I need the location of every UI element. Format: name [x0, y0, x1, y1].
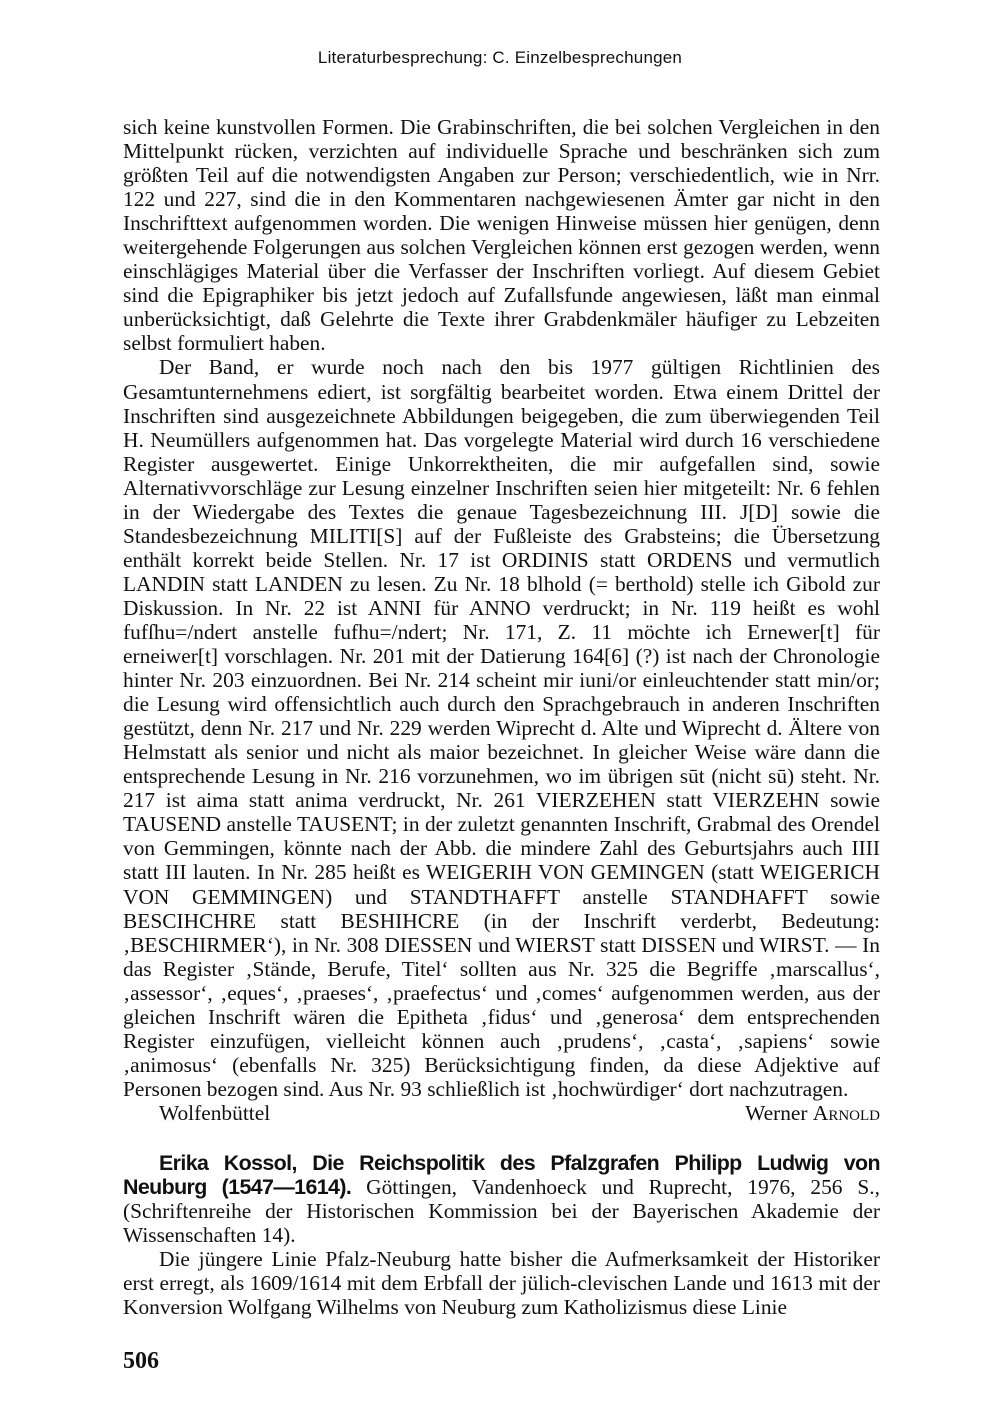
review1-paragraph-2: Der Band, er wurde noch nach den bis 1977 gültigen Richtlinien des Gesamtunternehmens ediert, ist sorgfältig bearbeitet worden. Etwa einem Drittel der Inschriften sind ausgezeichnete Abbildungen beigegeben, die zum überwiegenden Teil H. Neumüllers aufgenommen hat. Das vorgelegte Material wird durch 16 verschiedene Register ausgewertet. Einige Unkorrektheiten, die mir aufgefallen sind, sowie Alternativvorschläge zur Lesung einzelner Inschriften seien hier mitgeteilt: Nr. 6 fehlen in der Wiedergabe des Textes die genaue Tagesbezeichnung III. J[D] sowie die Standesbezeichnung MILITI[S] auf der Fußleiste des Grabsteins; die Übersetzung enthält korrekt beide Stellen. Nr. 17 ist ORDINIS statt ORDENS und vermutlich LANDIN statt LANDEN zu lesen. Zu Nr. 18 blhold (= berthold) stelle ich Gibold zur Diskussion. In Nr. 22 ist ANNI für ANNO verdruckt; in Nr. 119 heißt es wohl fufſhu=/ndert anstelle fufhu=/ndert; Nr. 171, Z. 11 möchte ich Ernewer[t] für erneiwer[t] vorschlagen. Nr. 201 mit der Datierung 164[6] (?) ist nach der Chronologie hinter Nr. 203 einzuordnen. Bei Nr. 214 scheint mir iuni/or einleuchtender statt min/or; die Lesung wird offensichtlich auch durch den Sprachgebrauch in anderen Inschriften gestützt, denn Nr. 217 und Nr. 229 werden Wiprecht d. Alte und Wiprecht d. Ältere von Helmstatt als senior und nicht als maior bezeichnet. In gleicher Weise wäre dann die entsprechende Lesung in Nr. 216 vorzunehmen, wo im übrigen sūt (nicht sū) steht. Nr. 217 ist aima statt anima verdruckt, Nr. 261 VIERZEHEN statt VIERZEHN sowie TAUSEND anstelle TAUSENT; in der zuletzt genannten Inschrift, Grabmal des Orendel von Gemmingen, könnte nach der Abb. die mindere Zahl des Geburtsjahrs auch IIII statt III lauten. In Nr. 285 heißt es WEIGERIH VON GEMINGEN (statt WEIGERICH VON GEMMINGEN) und STANDTHAFFT anstelle STANDHAFFT sowie BESCIHCHRE statt BESHIHCRE (in der Inschrift verderbt, Bedeutung: ‚BESCHIRMER‘), in Nr. 308 DIESSEN und WIERST statt DISSEN und WIRST. — In das Register ‚Stände, Berufe, Titel‘ sollten aus Nr. 325 die Begriffe ‚marscallus‘, ‚assessor‘, ‚eques‘, ‚praeses‘, ‚praefectus‘ und ‚comes‘ aufgenommen werden, aus der gleichen Inschrift wären die Epitheta ‚fidus‘ und ‚generosa‘ dem entsprechenden Register einzufügen, vielleicht können auch ‚prudens‘, ‚casta‘, ‚sapiens‘ sowie ‚animosus‘ (ebenfalls Nr. 325) Berücksichtigung finden, da diese Adjektive auf Personen bezogen sind. Aus Nr. 93 schließlich ist ‚hochwürdiger‘ dort nachzutragen. [123, 355, 880, 1101]
review2-heading-details: Göttingen, Vandenhoeck und Ruprecht, 1976, 256 S., (Schriftenreihe der Historischen Kommission bei der Bayerischen Akademie der Wissenschaften 14). [123, 1175, 880, 1248]
reviewer-last-name: Arnold [812, 1100, 880, 1125]
running-head: Literaturbesprechung: C. Einzelbesprechungen [317, 48, 683, 67]
body-text [123, 115, 880, 1319]
review-signature [123, 1101, 880, 1125]
signature-reviewer [745, 1101, 880, 1125]
review2-heading-title: Erika Kossol, Die Reichspolitik des Pfalzgrafen Philipp Ludwig von Neuburg (1547—1614). [123, 1150, 880, 1200]
review1-paragraph-1: sich keine kunstvollen Formen. Die Grabinschriften, die bei solchen Vergleichen in den Mittelpunkt rücken, verzichten auf individuelle Sprache und beschränken sich zum größten Teil auf die notwendigsten Angaben zur Person; verschiedentlich, wie in Nrr. 122 und 227, sind die in den Kommentaren nachgewiesenen Ämter gar nicht in den Inschrifttext aufgenommen worden. Die wenigen Hinweise müssen hier genügen, denn weitergehende Folgerungen aus solchen Vergleichen können erst gezogen werden, wenn einschlägiges Material über die Verfasser der Inschriften vorliegt. Auf diesem Gebiet sind die Epigraphiker bis jetzt jedoch auf Zufallsfunde angewiesen, läßt man einmal unberücksichtigt, daß Gelehrte die Texte ihrer Grabdenkmäler häufiger zu Lebzeiten selbst formuliert haben. [123, 115, 880, 356]
reviewer-first-name: Werner [745, 1100, 808, 1125]
page-number: 506 [123, 1348, 159, 1374]
review2-heading [123, 1151, 880, 1247]
review2-paragraph-1: Die jüngere Linie Pfalz-Neuburg hatte bisher die Aufmerksamkeit der Historiker erst erregt, als 1609/1614 mit dem Erbfall der jülich-clevischen Lande und 1613 mit der Konversion Wolfgang Wilhelms von Neuburg zum Katholizismus diese Linie [123, 1247, 880, 1320]
signature-place: Wolfenbüttel [159, 1100, 271, 1125]
